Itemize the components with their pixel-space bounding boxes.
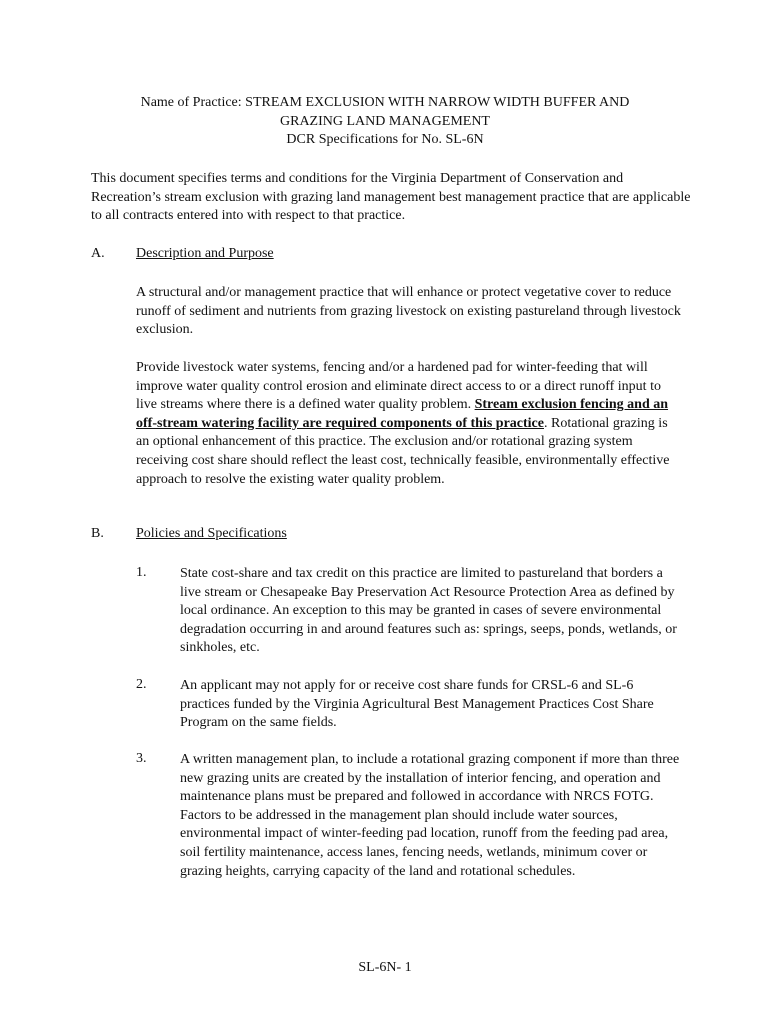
item-3-number: 3. <box>136 751 147 766</box>
item-2-text: An applicant may not apply for or receive cost share funds for CRSL-6 and SL-6 practices funded by the Virginia Agricultural Best Management Practices Cost Share Program on the same fields. <box>180 678 654 731</box>
para2-end: . Rotational grazing is an optional enhancement of this practice. The exclusion and/or rotational grazing system receiving cost share should reflect the least cost, technically feasible, environmentally effective approach to resolve the existing water quality problem. <box>136 415 670 487</box>
page-number: SL-6N- 1 <box>358 960 412 975</box>
section-a-title: Description and Purpose <box>136 246 274 261</box>
item-3-text: A written management plan, to include a rotational grazing component if more than three new grazing units are created by the installation of interior fencing, and operation and maintenance plans must be prepared and followed in accordance with NRCS FOTG. Factors to be addressed in the management plan should include water sources, environmental impact of winter-feeding pad location, runoff from the feeding pad area, soil fertility maintenance, access lanes, fencing needs, wetlands, minimum cover or grazing heights, carrying capacity of the land and rotational schedules. <box>180 752 680 879</box>
section-a-paragraph-2 <box>136 359 684 489</box>
required-components-emphasis: Stream exclusion fencing and an off-stream watering facility are required components of this practice <box>136 397 669 431</box>
item-2-number: 2. <box>136 677 147 692</box>
title-line-3: DCR Specifications for No. SL-6N <box>286 132 484 148</box>
item-1-number: 1. <box>136 565 147 580</box>
practice-title <box>90 94 680 150</box>
section-a-letter: A. <box>91 246 105 261</box>
section-b-letter: B. <box>91 526 104 541</box>
title-line-2: GRAZING LAND MANAGEMENT <box>280 113 490 129</box>
intro-paragraph: This document specifies terms and conditions for the Virginia Department of Conservation and Recreation’s stream exclusion with grazing land management best management practice that are applicable to all contracts entered into with respect to that practice. <box>91 171 691 224</box>
section-a-paragraph-1: A structural and/or management practice that will enhance or protect vegetative cover to reduce runoff of sediment and nutrients from grazing livestock on existing pastureland through livestock exclusion. <box>136 285 681 338</box>
para2-start: Provide livestock water systems, fencing and/or a hardened pad for winter-feeding that will improve water quality control erosion and eliminate direct access to or a direct runoff input to live streams where there is a defined water quality problem. <box>136 360 661 413</box>
title-line-1: Name of Practice: STREAM EXCLUSION WITH NARROW WIDTH BUFFER AND <box>140 95 630 110</box>
item-1-text: State cost-share and tax credit on this practice are limited to pastureland that borders a live stream or Chesapeake Bay Preservation Act Resource Protection Area as defined by local ordinance. An exception to this may be granted in cases of severe environmental degradation occurring in and around features such as: springs, seeps, ponds, wetlands, or sinkholes, etc. <box>180 566 677 656</box>
section-b-title: Policies and Specifications <box>136 526 287 541</box>
